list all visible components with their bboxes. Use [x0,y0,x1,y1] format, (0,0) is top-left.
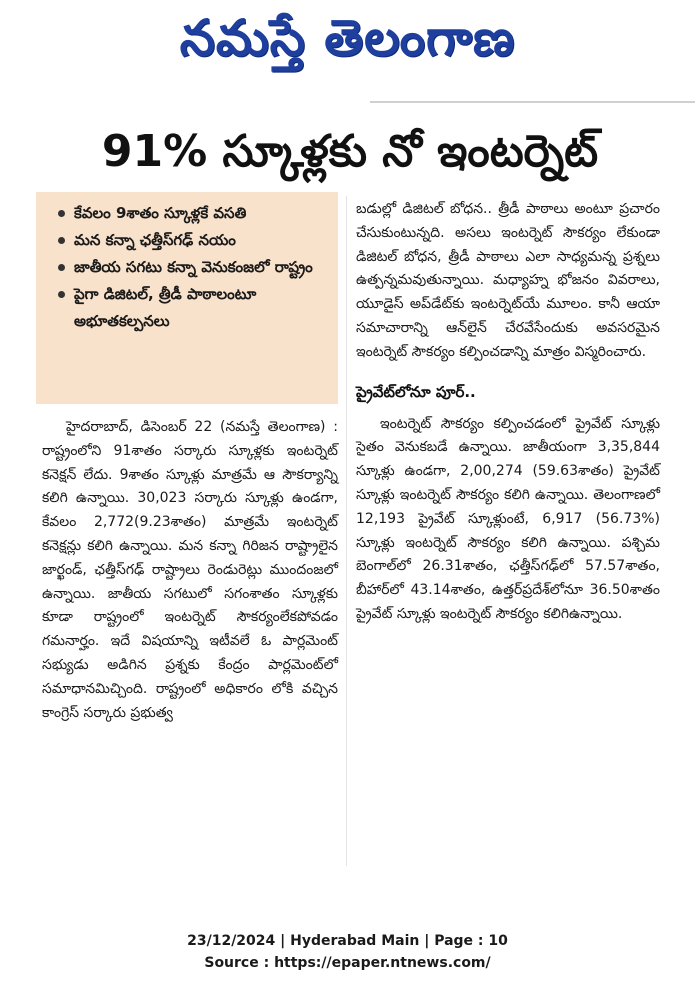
highlight-text: జాతీయ సగటు కన్నా వెనుకంజలో రాష్ట్రం [74,258,313,276]
article-paragraph: ఇంటర్నెట్ సౌకర్యం కల్పించడంలో ప్రైవేట్ స్కూళ్లు సైతం వెనుకబడే ఉన్నాయి. జాతీయంగా 3,35,844 స్కూళ్లు ఉండగా, 2,00,274 (59.63శాతం) ప్రైవేట్ స్కూళ్లు ఇంటర్నెట్ సౌకర్యం కలిగి ఉన్నాయి. తెలంగాణలో 12,193 ప్రైవేట్ స్కూళ్లుంటే, 6,917 (56.73%) స్కూళ్లు ఇంటర్నెట్ సౌకర్యం కలిగి ఉన్నాయి. పశ్చిమ బెంగాల్‌లో 26.31శాతం, ఛత్తీస్‌గఢ్‌లో 57.57శాతం, బీహార్‌లో 43.14శాతం, ఉత్తర్‌ప్రదేశ్‌లోనూ 36.50శాతం ప్రైవేట్ స్కూళ్లు ఇంటర్నెట్ సౌకర్యం కలిగిఉన్నాయి. [356,415,660,622]
highlights-box [36,192,338,404]
bullet-icon [58,237,65,244]
highlight-item [58,200,330,227]
article-headline: 91% స్కూళ్లకు నో ఇంటర్నెట్ [101,126,599,177]
article-paragraph: హైదరాబాద్, డిసెంబర్ 22 (నమస్తే తెలంగాణ) : రాష్ట్రంలోని 91శాతం సర్కారు స్కూళ్లకు ఇంటర్నెట్ కనెక్షన్ లేదు. 9శాతం స్కూళ్లు మాత్రమే ఆ సౌకర్యాన్ని కలిగి ఉన్నాయి. 30,023 సర్కారు స్కూళ్లు ఉండగా, కేవలం 2,772(9.23శాతం) మాత్రమే ఇంటర్నెట్ కనెక్షన్లు కలిగి ఉన్నాయి. మన కన్నా గిరిజన రాష్ట్రాలైన జార్ఖండ్, ఛత్తీస్‌గఢ్ రాష్ట్రాలు రెండురెట్లు ముందంజలో ఉన్నాయి. జాతీయ సగటులో సగంశాతం స్కూళ్లకు కూడా రాష్ట్రంలో ఇంటర్నెట్ సౌకర్యంలేకపోవడం గమనార్హం. ఇదే విషయాన్ని ఇటీవలే ఓ పార్లమెంట్ సభ్యుడు అడిగిన ప్రశ్నకు కేంద్రం పార్లమెంట్‌లో సమాధానమిచ్చింది. రాష్ట్రంలో అధికారం లోకి వచ్చిన కాంగ్రెస్ సర్కారు ప్రభుత్వ [42,419,338,721]
article-subhead: ప్రైవేట్‌లోనూ పూర్.. [356,382,476,401]
highlight-text: మన కన్నా ఛత్తీస్‌గఢ్ నయం [74,231,236,249]
highlight-item [58,281,330,335]
bullet-icon [58,264,65,271]
footer-source-link[interactable]: Source : https://epaper.ntnews.com/ [204,955,491,971]
article-column-left [42,416,338,725]
bullet-icon [58,291,65,298]
footer-edition-info: 23/12/2024 | Hyderabad Main | Page : 10 [187,933,508,949]
highlight-item [58,227,330,254]
highlight-text: కేవలం 9శాతం స్కూళ్లకే వసతి [74,204,247,222]
article-paragraph: బడుల్లో డిజిటల్ బోధన.. త్రీడీ పాఠాలు అంటూ ప్రచారం చేసుకుంటున్నది. అసలు ఇంటర్నెట్ సౌకర్యం లేకుండా డిజిటల్ బోధన, త్రీడీ పాఠాలు ఎలా సాధ్యమన్న ప్రశ్నలు ఉత్పన్నమవుతున్నాయి. మధ్యాహ్న భోజనం వివరాలు, యూడైస్ అప్‌డేట్‌కు ఇంటర్నెట్‌యే మూలం. కానీ ఆయా సమాచారాన్ని ఆన్‌లైన్ చేరవేసేందుకు అవసరమైన ఇంటర్నెట్ సౌకర్యం కల్పించడాన్ని మాత్రం విస్మరించారు. [356,201,660,360]
page-footer [0,930,695,974]
masthead-logo: నమస్తే తెలంగాణ [179,9,516,67]
column-divider [346,196,347,866]
masthead [0,0,695,80]
highlights-list [58,200,330,335]
masthead-divider [370,101,695,103]
article-column-right [356,198,660,627]
bullet-icon [58,210,65,217]
highlight-text: పైగా డిజిటల్, త్రీడీ పాఠాలంటూ అభూతకల్పనలు [74,285,257,330]
highlight-item [58,254,330,281]
